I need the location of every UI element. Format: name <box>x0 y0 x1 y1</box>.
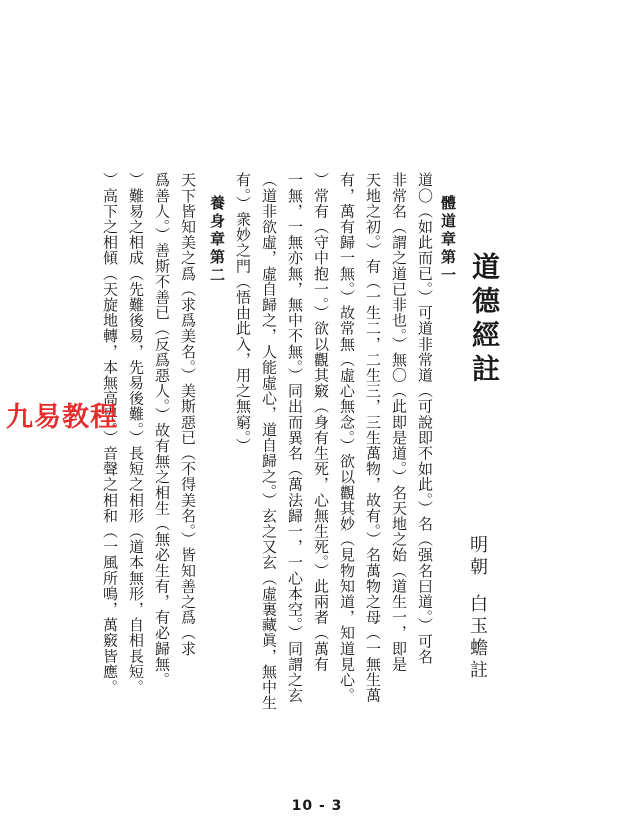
text-column-11: ）難易之相成（先難後易，先易後難。）長短之相形（道本無形，自相長短。 <box>127 172 145 695</box>
text-column-12: ）高下之相傾（天旋地轉，本無高卑。）音聲之相和（一風所鳴，萬竅皆應。 <box>101 172 119 695</box>
text-column-2: 非常名（謂之道已非也。）無〇（此即是道。）名天地之始（道生一，即是 <box>390 172 408 672</box>
chapter-title-2: 養身章第二 <box>208 195 226 285</box>
text-column-8: 有。）衆妙之門（悟由此入，用之無窮。） <box>234 172 252 454</box>
text-column-3: 天地之初。）有（一生二，二生三，三生萬物，故有。）名萬物之母（一無生萬 <box>364 172 382 703</box>
author-name: 白玉蟾註 <box>467 594 488 682</box>
text-column-4: 有，萬有歸一無。）故常無（虛心無念。）欲以觀其妙（見物知道，知道見心。 <box>338 172 356 703</box>
text-column-7: （道非欲虛，虛自歸之，人能虛心，道自歸之。）玄之又玄（虛裏藏眞，無中生 <box>260 172 278 711</box>
text-column-5: ）常有（守中抱一。）欲以觀其竅（身有生死，心無生死。）此兩者（萬有 <box>312 172 330 672</box>
text-column-10: 爲善人。）善斯不善已（反爲惡人。）故有無之相生（無必生有，有必歸無。 <box>153 172 171 688</box>
chapter-title-1: 體道章第一 <box>439 195 457 285</box>
watermark: 九易教程 <box>6 402 118 433</box>
text-column-9: 天下皆知美之爲（求爲美名。）美斯惡已（不得美名。）皆知善之爲（求 <box>179 172 197 657</box>
page-number: 10 - 3 <box>291 798 343 814</box>
text-column-6: 一無，一無亦無，無中不無。）同出而異名（萬法歸一，一心本空。）同謂之玄 <box>286 172 304 703</box>
author-dynasty: 明朝 <box>467 535 488 579</box>
text-column-1: 道〇（如此而已。）可道非常道（可說即不如此。）名（强名曰道。）可名 <box>416 172 434 665</box>
document-title: 道德經註 <box>468 252 501 388</box>
